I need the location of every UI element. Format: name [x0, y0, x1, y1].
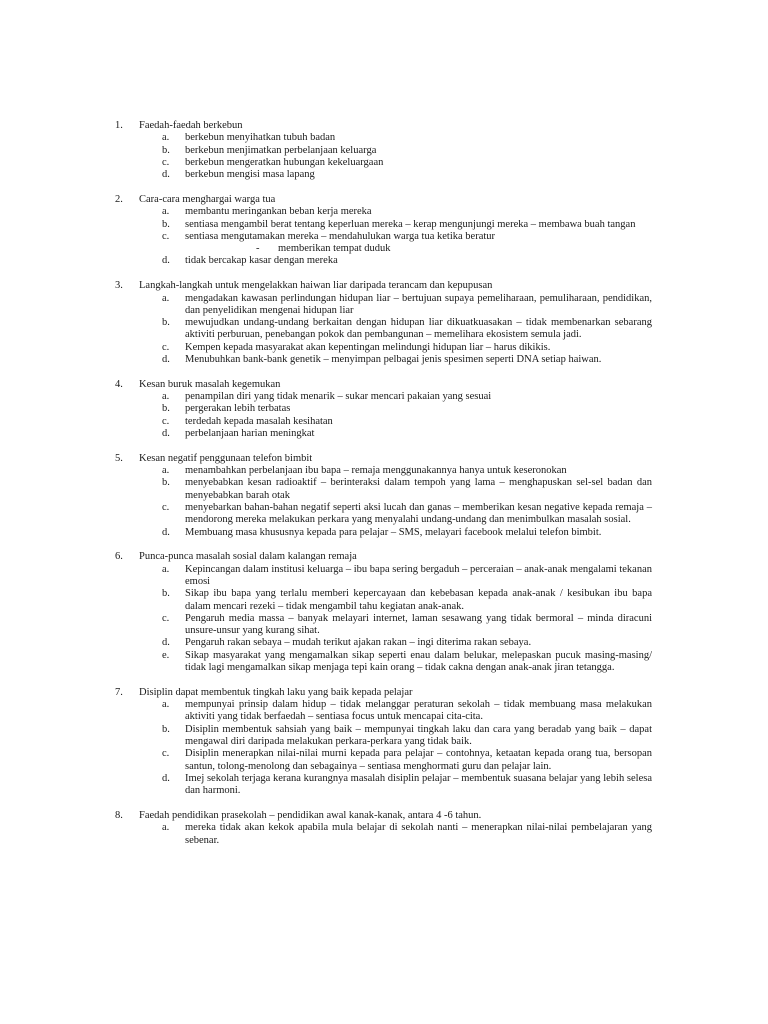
item-text: mewujudkan undang-undang berkaitan dengan hidupan liar dikuatkuasakan – tidak membenarkan sebarang aktiviti perburuan, penebangan pokok dan pembangunan – memelihara ekosistem semula jadi. [185, 317, 652, 341]
item-text: Sikap masyarakat yang mengamalkan sikap seperti enau dalam belukar, melepaskan pucuk masing-masing/ tidak lagi mengamalkan sikap menjaga tepi kain orang – tidak cakna dengan anak-anak jiran tetangga. [185, 649, 652, 674]
item-text: berkebun menyihatkan tubuh badan [185, 132, 336, 144]
item-letter: d. [162, 169, 170, 181]
list-item [0, 465, 768, 477]
item-letter: b. [162, 144, 170, 156]
item-letter: a. [162, 206, 170, 218]
item-text: penampilan diri yang tidak menarik – sukar mencari pakaian yang sesuai [185, 391, 492, 403]
section-number: 4. [115, 378, 123, 390]
list-item [0, 527, 768, 539]
item-letter: d. [162, 354, 170, 366]
list-item [0, 477, 768, 502]
item-letter: a. [162, 465, 170, 477]
item-letter: c. [162, 230, 170, 242]
section-4 [0, 379, 768, 440]
list-item [0, 132, 768, 144]
section-number: 5. [115, 452, 123, 464]
section-number: 6. [115, 551, 123, 563]
list-item [0, 293, 768, 318]
item-letter: b. [162, 723, 170, 735]
item-letter: c. [162, 415, 170, 427]
section-5 [0, 453, 768, 539]
list-item [0, 502, 768, 527]
section-heading [0, 120, 768, 132]
item-text: mereka tidak akan kekok apabila mula belajar di sekolah nanti – menerapkan nilai-nilai pembelajaran yang sebenar. [185, 822, 652, 846]
item-text: Imej sekolah terjaga kerana kurangnya masalah disiplin pelajar – membentuk suasana belajar yang lebih selesa dan harmoni. [185, 772, 652, 797]
section-title: Cara-cara menghargai warga tua [139, 193, 276, 205]
item-letter: d. [162, 526, 170, 538]
section-title: Faedah pendidikan prasekolah – pendidikan awal kanak-kanak, antara 4 -6 tahun. [139, 810, 482, 822]
list-item [0, 650, 768, 675]
item-letter: b. [162, 317, 170, 329]
item-text: menyebabkan kesan radioaktif – berinteraksi dalam tempoh yang lama – menghapuskan sel-sel badan dan menyebabkan barah otak [185, 477, 652, 501]
section-heading [0, 194, 768, 206]
section-heading [0, 379, 768, 391]
item-letter: d. [162, 772, 170, 784]
item-letter: a. [162, 292, 170, 304]
list-item [0, 403, 768, 415]
list-item [0, 699, 768, 724]
sub-item-marker: - [256, 243, 260, 255]
item-letter: c. [162, 748, 170, 760]
item-letter: a. [162, 391, 170, 403]
sub-list-item [0, 243, 768, 255]
item-text: sentiasa mengambil berat tentang keperluan mereka – kerap mengunjungi mereka – membawa buah tangan [185, 218, 636, 230]
list-item [0, 169, 768, 181]
item-text: Kempen kepada masyarakat akan kepentingan melindungi hidupan liar – harus dikikis. [185, 341, 551, 353]
item-letter: c. [162, 612, 170, 624]
list-item [0, 748, 768, 773]
section-heading [0, 810, 768, 822]
list-item [0, 822, 768, 847]
item-text: berkebun mengisi masa lapang [185, 169, 315, 181]
section-title: Kesan buruk masalah kegemukan [139, 378, 281, 390]
item-text: Membuang masa khususnya kepada para pelajar – SMS, melayari facebook melalui telefon bimbit. [185, 526, 602, 538]
list-item [0, 145, 768, 157]
item-text: pergerakan lebih terbatas [185, 403, 291, 415]
section-title: Disiplin dapat membentuk tingkah laku yang baik kepada pelajar [139, 686, 413, 698]
section-3 [0, 280, 768, 366]
item-text: terdedah kepada masalah kesihatan [185, 415, 333, 427]
item-text: sentiasa mengutamakan mereka – mendahulukan warga tua ketika beratur [185, 230, 496, 242]
section-title: Punca-punca masalah sosial dalam kalangan remaja [139, 551, 357, 563]
section-title: Langkah-langkah untuk mengelakkan haiwan liar daripada terancam dan kepupusan [139, 280, 493, 292]
list-item [0, 342, 768, 354]
list-item [0, 613, 768, 638]
item-text: menyebarkan bahan-bahan negatif seperti aksi lucah dan ganas – memberikan kesan negative kepada remaja – mendorong mereka melakukan perkara yang menyalahi undang-undang dan menimbulkan masalah sosial. [185, 502, 652, 526]
section-heading [0, 453, 768, 465]
section-2 [0, 194, 768, 268]
item-letter: b. [162, 218, 170, 230]
list-item [0, 157, 768, 169]
item-letter: b. [162, 477, 170, 489]
item-text: berkebun menjimatkan perbelanjaan keluarga [185, 144, 377, 156]
item-text: perbelanjaan harian meningkat [185, 428, 315, 440]
section-8 [0, 810, 768, 847]
section-heading [0, 280, 768, 292]
section-number: 7. [115, 686, 123, 698]
item-letter: a. [162, 699, 170, 711]
section-number: 2. [115, 193, 123, 205]
item-letter: c. [162, 502, 170, 514]
item-text: Disiplin membentuk sahsiah yang baik – mempunyai tingkah laku dan cara yang beradab yang baik – dapat mengawal diri daripada melakukan perkara-perkara yang tidak baik. [185, 723, 652, 748]
item-letter: b. [162, 403, 170, 415]
item-text: mempunyai prinsip dalam hidup – tidak melanggar peraturan sekolah – tidak membuang masa melakukan aktiviti yang tidak berfaedah – sentiasa focus untuk mencapai cita-cita. [185, 699, 652, 723]
item-text: menambahkan perbelanjaan ibu bapa – remaja menggunakannya hanya untuk keseronokan [185, 465, 567, 477]
sub-item-text: memberikan tempat duduk [278, 243, 391, 255]
list-item [0, 428, 768, 440]
list-item [0, 206, 768, 218]
item-text: Pengaruh media massa – banyak melayari internet, laman sesawang yang tidak bermoral – minda diracuni unsure-unsur yang kurang sihat. [185, 612, 652, 637]
item-letter: a. [162, 822, 170, 834]
item-letter: d. [162, 255, 170, 267]
section-heading [0, 551, 768, 563]
list-item [0, 637, 768, 649]
item-text: Kepincangan dalam institusi keluarga – ibu bapa sering bergaduh – perceraian – anak-anak mengalami tekanan emosi [185, 563, 652, 587]
section-heading [0, 687, 768, 699]
list-item [0, 724, 768, 749]
item-letter: b. [162, 588, 170, 600]
list-item [0, 317, 768, 342]
list-item [0, 773, 768, 798]
item-text: membantu meringankan beban kerja mereka [185, 206, 372, 218]
section-number: 1. [115, 120, 123, 131]
item-letter: c. [162, 341, 170, 353]
section-title: Faedah-faedah berkebun [139, 120, 243, 131]
item-letter: a. [162, 132, 170, 144]
list-item [0, 588, 768, 613]
item-text: Disiplin menerapkan nilai-nilai murni kepada para pelajar – contohnya, ketaatan kepada orang tua, bersopan santun, tolong-menolong dan sebagainya – sentiasa menghormati guru dan pelajar lain. [185, 748, 652, 772]
item-letter: a. [162, 563, 170, 575]
section-6 [0, 551, 768, 674]
item-letter: c. [162, 156, 170, 168]
item-letter: e. [162, 649, 170, 661]
list-item [0, 391, 768, 403]
list-item [0, 416, 768, 428]
item-text: mengadakan kawasan perlindungan hidupan liar – bertujuan supaya pemeliharaan, pemuliharaan, pendidikan, dan penyelidikan mengenai hidupan liar [185, 292, 652, 316]
item-text: tidak bercakap kasar dengan mereka [185, 255, 338, 267]
item-text: Sikap ibu bapa yang terlalu memberi kepercayaan dan kebebasan kepada anak-anak / kesibukan ibu bapa dalam mencari rezeki – tidak mengambil tahu kegiatan anak-anak. [185, 588, 652, 612]
list-item [0, 354, 768, 366]
list-item [0, 219, 768, 231]
item-letter: d. [162, 637, 170, 649]
item-letter: d. [162, 428, 170, 440]
section-7 [0, 687, 768, 798]
list-item [0, 231, 768, 243]
section-title: Kesan negatif penggunaan telefon bimbit [139, 452, 313, 464]
item-text: berkebun mengeratkan hubungan kekeluargaan [185, 156, 384, 168]
section-number: 8. [115, 810, 123, 822]
section-number: 3. [115, 280, 123, 292]
list-item [0, 564, 768, 589]
item-text: Menubuhkan bank-bank genetik – menyimpan pelbagai jenis spesimen seperti DNA setiap haiwan. [185, 354, 602, 366]
item-text: Pengaruh rakan sebaya – mudah terikut ajakan rakan – ingi diterima rakan sebaya. [185, 637, 532, 649]
list-item [0, 255, 768, 267]
section-1 [0, 120, 768, 181]
